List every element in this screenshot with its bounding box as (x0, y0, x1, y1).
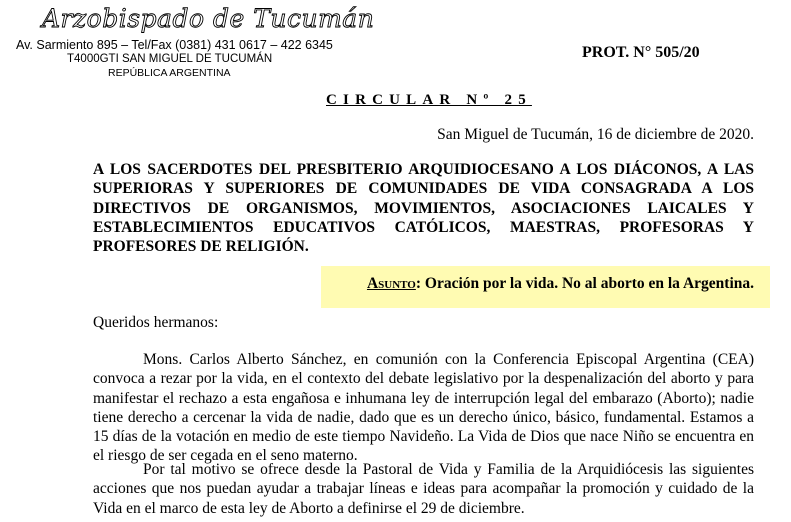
subject-text: : Oración por la vida. No al aborto en la Argentina. (415, 275, 754, 292)
body-paragraph: Mons. Carlos Alberto Sánchez, en comunión con la Conferencia Episcopal Argentina (CEA) convoca a rezar por la vida, en el contexto del debate legislativo por la despenalización del aborto y para manifestar el rechazo a esta engañosa e inhumana ley de interrupción legal del embarazo (Aborto); nadie tiene derecho a cercenar la vida de nadie, dado que es un derecho único, básico, fundamental. Estamos a 15 días de la votación en medio de este tiempo Navideño. La Vida de Dios que nace Niño se encuentra en el riesgo de ser cegada en el seno materno. (93, 351, 754, 465)
protocol-number: PROT. N° 505/20 (582, 44, 700, 61)
letterhead-title: Arzobispado de Tucumán (42, 4, 375, 33)
subject-label: Asunto (366, 275, 416, 292)
letterhead-address-line: Av. Sarmiento 895 – Tel/Fax (0381) 431 0617 – 422 6345 (16, 38, 333, 52)
letterhead-city-line: T4000GTI SAN MIGUEL DE TUCUMÁN (67, 53, 273, 65)
letterhead-country-line: REPÚBLICA ARGENTINA (108, 67, 231, 79)
dateline: San Miguel de Tucumán, 16 de diciembre de 2020. (437, 126, 754, 143)
greeting: Queridos hermanos: (93, 314, 219, 331)
subject-line (367, 275, 754, 293)
addressees-block: A LOS SACERDOTES DEL PRESBITERIO ARQUIDIOCESANO A LOS DIÁCONOS, A LAS SUPERIORAS Y SUPERIORES DE COMUNIDADES DE VIDA CONSAGRADA A LOS DIRECTIVOS DE ORGANISMOS, MOVIMIENTOS, ASOCIACIONES LAICALES Y ESTABLECIMIENTOS EDUCATIVOS CATÓLICOS, MAESTRAS, PROFESORAS Y PROFESORES DE RELIGIÓN. (93, 161, 754, 256)
circular-heading: CIRCULAR Nº 25 (326, 92, 532, 108)
body-paragraph: Por tal motivo se ofrece desde la Pastoral de Vida y Familia de la Arquidiócesis las siguientes acciones que nos puedan ayudar a trabajar líneas e ideas para acompañar la promoción y cuidado de la Vida en el marco de esta ley de Aborto a definirse el 29 de diciembre. (93, 461, 754, 517)
